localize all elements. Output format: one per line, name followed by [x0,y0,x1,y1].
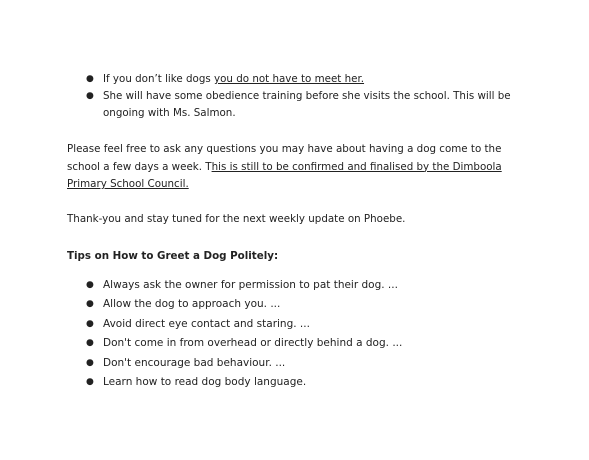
thanks-paragraph: Thank-you and stay tuned for the next weekly update on Phoebe. [67,213,406,225]
list-item [86,354,526,373]
tip-text: Don't come in from overhead or directly behind a dog. ... [103,337,403,350]
list-item [86,276,526,295]
bullet-icon: ● [86,357,94,368]
bullet-text-underlined: you do not have to meet her. [214,73,365,85]
tip-text: Don't encourage bad behaviour. ... [103,356,286,369]
tips-list [86,276,526,392]
tip-text: Always ask the owner for permission to pat their dog. ... [103,279,398,291]
bullet-icon: ● [86,377,94,388]
bullet-icon: ● [86,338,94,349]
info-bullet-list [86,71,526,122]
list-item [86,315,526,334]
bullet-icon: ● [86,74,94,84]
tip-text: Allow the dog to approach you. ... [103,298,281,311]
list-item [86,295,526,314]
bullet-icon: ● [86,299,94,310]
tip-text: Learn how to read dog body language. [103,376,307,389]
bullet-icon: ● [86,318,94,329]
bullet-icon: ● [86,91,94,101]
bullet-text: She will have some obedience training before she visits the school. This will be ongoing with Ms. Salmon. [103,90,511,119]
questions-paragraph [67,141,527,194]
bullet-text: If you don’t like dogs [103,73,215,85]
list-item [86,334,526,353]
bullet-icon: ● [86,280,94,290]
tip-text: Avoid direct eye contact and staring. ... [103,317,310,330]
list-item [86,88,526,122]
paragraph-text: Please feel free to ask any questions you may have about having a dog come to the school a few days a week. T [67,143,502,173]
tips-heading: Tips on How to Greet a Dog Politely: [67,250,279,262]
list-item [86,373,526,392]
paragraph-text-underlined: his is still to be confirmed and finalised by the Dimboola Primary School Council. [67,160,502,190]
list-item [86,71,526,88]
